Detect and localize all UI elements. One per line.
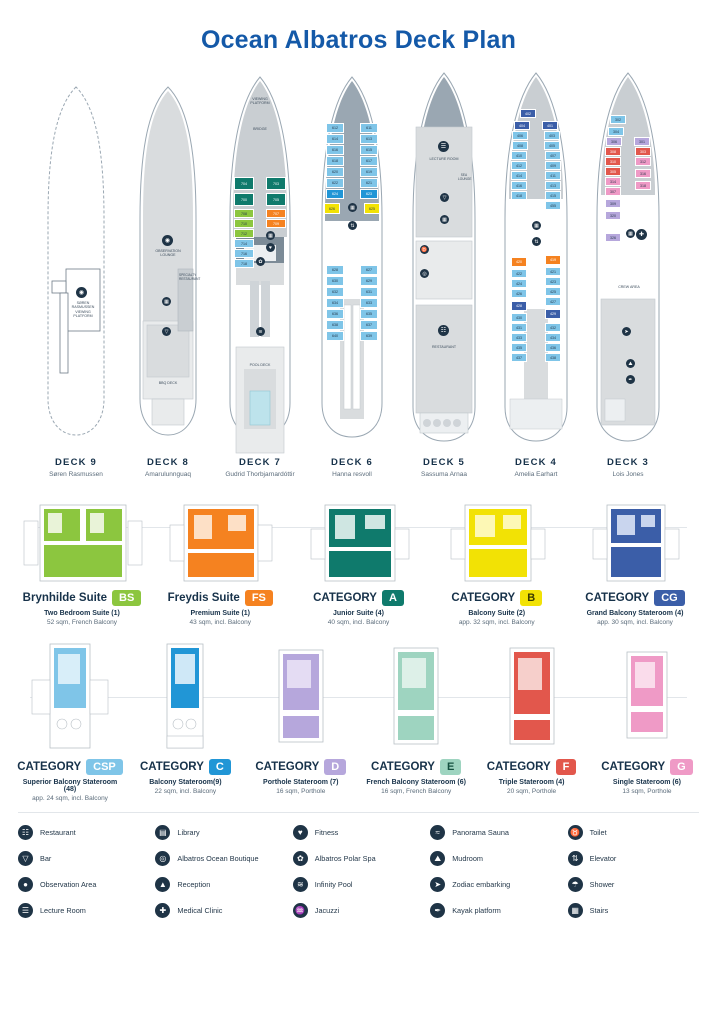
category-floorplan: [480, 640, 584, 752]
category-card-d[interactable]: [249, 640, 353, 802]
shower-icon: ☂: [568, 877, 583, 892]
category-description: French Balcony Stateroom (6): [366, 779, 466, 786]
cabin-630[interactable]: 630: [326, 276, 344, 286]
category-floorplan: [595, 640, 699, 752]
library-icon: ▤: [155, 825, 170, 840]
category-floorplan: [249, 640, 353, 752]
category-description: Superior Balcony Stateroom (48): [22, 779, 118, 793]
cabin-629[interactable]: 629: [360, 276, 378, 286]
deck-3-number: DECK 3: [606, 457, 650, 468]
deck-7-room-label-0: VIEWING PLATFORM: [250, 97, 270, 106]
category-name: CATEGORY: [313, 592, 377, 604]
category-note: app. 32 sqm, incl. Balcony: [458, 619, 535, 626]
deck-3[interactable]: [582, 69, 674, 489]
cabin-433[interactable]: 434: [545, 333, 561, 342]
deck-4-name: Amelia Earhart: [514, 471, 558, 478]
category-note: 16 sqm, French Balcony: [381, 788, 452, 795]
deck-3-outline: [582, 69, 674, 454]
cabin-307[interactable]: 316: [635, 169, 651, 178]
category-floorplan: [18, 503, 146, 583]
albatros-polar-spa-icon: ✿: [256, 257, 265, 266]
cabin-304[interactable]: 304: [608, 127, 624, 136]
category-card-e[interactable]: [364, 640, 468, 802]
cabin-301[interactable]: 301: [634, 137, 650, 146]
cabin-637[interactable]: 637: [360, 320, 378, 330]
cabin-614[interactable]: 614: [326, 134, 344, 144]
category-name: CATEGORY: [486, 761, 551, 773]
cabin-404[interactable]: 404: [514, 121, 530, 130]
legend-label: Panorama Sauna: [452, 828, 509, 837]
category-floorplan: [364, 640, 468, 752]
infinity-pool-icon: ≋: [256, 327, 265, 336]
legend-item-albatros-ocean-boutique: [155, 851, 286, 866]
category-tag: FS: [245, 590, 273, 606]
category-card-cg[interactable]: [571, 503, 699, 626]
legend-item-reception: [155, 877, 286, 892]
legend-label: Jacuzzi: [314, 906, 340, 915]
deck-6-name: Hanna resvoll: [332, 471, 372, 478]
category-description: Two Bedroom Suite (1): [44, 610, 120, 617]
deck-4-number: DECK 4: [514, 457, 558, 468]
legend-item-fitness: [293, 825, 424, 840]
deck-6-outline: [306, 69, 398, 454]
category-description: Grand Balcony Stateroom (4): [586, 610, 684, 617]
category-card-brynhilde-suite[interactable]: [18, 503, 146, 626]
reception-icon: ▲: [155, 877, 170, 892]
legend-label: Shower: [589, 880, 615, 889]
cabin-421[interactable]: 421: [545, 267, 561, 276]
cabin-612[interactable]: 612: [326, 123, 344, 133]
deck-9-name: Søren Rasmussen: [49, 471, 103, 478]
cabin-310[interactable]: 310: [605, 157, 621, 166]
cabin-413[interactable]: 413: [545, 181, 561, 190]
category-note: 16 sqm, Porthole: [276, 788, 326, 795]
stairs-icon: ▦: [162, 297, 171, 306]
category-note: 52 sqm, French Balcony: [46, 619, 118, 626]
cabin-712[interactable]: 712: [234, 229, 254, 238]
cabin-613[interactable]: 613: [360, 134, 378, 144]
deck-4-outline: [490, 69, 582, 454]
category-note: 13 sqm, Porthole: [622, 788, 672, 795]
cabin-638[interactable]: 638: [326, 320, 344, 330]
jacuzzi-icon: ♒: [293, 903, 308, 918]
legend-label: Lecture Room: [40, 906, 86, 915]
category-name: Brynhilde Suite: [22, 592, 108, 604]
stairs-icon: ▦: [440, 215, 449, 224]
cabin-625[interactable]: 625: [364, 203, 380, 214]
cabin-426[interactable]: 426: [511, 289, 527, 298]
deck-7-number: DECK 7: [238, 457, 282, 468]
cabin-633[interactable]: 633: [360, 298, 378, 308]
cabin-437[interactable]: 438: [545, 353, 561, 362]
kayak-platform-icon: ✒: [430, 903, 445, 918]
cabin-424[interactable]: 424: [511, 279, 527, 288]
cabin-639[interactable]: 639: [360, 331, 378, 341]
category-name: CATEGORY: [17, 761, 82, 773]
deck-3-room-label: CREW AREA: [618, 285, 640, 289]
legend-label: Bar: [40, 854, 52, 863]
cabin-436[interactable]: 435: [511, 343, 527, 352]
lecture-room-icon: ☰: [18, 903, 33, 918]
category-name: CATEGORY: [371, 761, 435, 773]
cabin-455[interactable]: 455: [545, 201, 561, 210]
category-card-f[interactable]: [480, 640, 584, 802]
cabin-620[interactable]: 620: [326, 167, 344, 177]
legend-label: Library: [177, 828, 200, 837]
category-tag: CSP: [86, 759, 123, 775]
category-tag: C: [209, 759, 231, 775]
legend-item-medical-clinic: [155, 903, 286, 918]
cabin-622[interactable]: 622: [326, 178, 344, 188]
bar-icon: ▽: [440, 193, 449, 202]
category-description: Single Stateroom (6): [612, 779, 681, 786]
deck-4[interactable]: [490, 69, 582, 489]
deck-8-number: DECK 8: [146, 457, 190, 468]
albatros-polar-spa-icon: ✿: [293, 851, 308, 866]
category-name: CATEGORY: [139, 761, 204, 773]
panorama-sauna-icon: ≈: [430, 825, 445, 840]
category-note: 40 sqm, incl. Balcony: [327, 619, 390, 626]
elevator-icon: ⇅: [348, 221, 357, 230]
bar-icon: ▽: [18, 851, 33, 866]
stairs-icon: ▦: [348, 203, 357, 212]
legend-item-infinity-pool: [293, 877, 424, 892]
cabin-635[interactable]: 635: [360, 309, 378, 319]
category-name: Freydis Suite: [167, 592, 240, 604]
cabin-305[interactable]: 312: [635, 157, 651, 166]
deck-7-name: Gudrid Thorbjarnardóttir: [225, 471, 295, 478]
category-description: Junior Suite (4): [333, 610, 384, 617]
category-card-freydis-suite[interactable]: [156, 503, 284, 626]
category-description: Premium Suite (1): [190, 610, 250, 617]
category-note: app. 24 sqm, incl. Balcony: [32, 795, 108, 802]
cabin-420[interactable]: 420: [511, 257, 527, 267]
albatros-ocean-boutique-icon: ◎: [420, 269, 429, 278]
legend-label: Elevator: [589, 854, 617, 863]
cabin-617[interactable]: 617: [360, 156, 378, 166]
cabin-705[interactable]: 705: [266, 193, 286, 206]
deck-9-room-label: SØREN RASMUSSEN VIEWING PLATFORM: [71, 301, 95, 319]
deck-7-caption: [214, 457, 306, 478]
category-description: Porthole Stateroom (7): [263, 779, 339, 786]
category-floorplan: [133, 640, 237, 752]
legend-item-library: [155, 825, 286, 840]
cabin-628[interactable]: 628: [326, 265, 344, 275]
deck-7[interactable]: [214, 69, 306, 489]
deck-5-room-label-2: RESTAURANT: [431, 345, 457, 349]
cabin-434[interactable]: 433: [511, 333, 527, 342]
deck-8-room-label-2: BBQ DECK: [158, 381, 178, 385]
category-tag: D: [324, 759, 346, 775]
category-tag: G: [670, 759, 693, 775]
cabin-615[interactable]: 615: [360, 145, 378, 155]
category-floorplan: [156, 503, 284, 583]
category-description: Balcony Suite (2): [468, 610, 526, 617]
deck-9-number: DECK 9: [54, 457, 98, 468]
cabin-401[interactable]: 401: [542, 121, 558, 130]
category-tag: E: [440, 759, 461, 775]
deck-4-caption: [490, 457, 582, 478]
deck-5-outline: [398, 69, 490, 454]
cabin-435[interactable]: 436: [545, 343, 561, 352]
deck-8-room-label-0: OBSERVATION LOUNGE: [155, 249, 181, 258]
legend-item-jacuzzi: [293, 903, 424, 918]
cabin-704[interactable]: 704: [234, 177, 254, 190]
medical-clinic-icon: ✚: [155, 903, 170, 918]
cabin-627[interactable]: 627: [360, 265, 378, 275]
legend-label: Zodiac embarking: [452, 880, 511, 889]
cabin-416[interactable]: 416: [511, 181, 527, 190]
category-description: Balcony Stateroom(9): [149, 779, 222, 786]
restaurant-icon: ☷: [438, 325, 449, 336]
divider-2: [30, 697, 687, 698]
cabin-616[interactable]: 616: [326, 145, 344, 155]
deck-6-caption: [306, 457, 398, 478]
cabin-714[interactable]: 714: [234, 239, 254, 248]
legend: [18, 812, 699, 918]
cabin-318[interactable]: 309: [605, 199, 621, 208]
legend-item-elevator: [568, 851, 699, 866]
deck-9-caption: [30, 457, 122, 478]
deck-9-outline: [30, 69, 122, 454]
legend-item-kayak-platform: [430, 903, 561, 918]
category-floorplan: [295, 503, 423, 583]
lecture-room-icon: ☰: [438, 141, 449, 152]
cabin-306[interactable]: 306: [606, 137, 622, 146]
kayak-platform-icon: ✒: [626, 375, 635, 384]
zodiac-embarking-icon: ➤: [622, 327, 631, 336]
cabin-312[interactable]: 305: [605, 167, 621, 176]
legend-item-panorama-sauna: [430, 825, 561, 840]
deck-6[interactable]: [306, 69, 398, 489]
category-tag: A: [382, 590, 404, 606]
legend-item-toilet: [568, 825, 699, 840]
stairs-icon: ▦: [266, 231, 275, 240]
category-note: 22 sqm, incl. Balcony: [154, 788, 217, 795]
cabin-619[interactable]: 619: [360, 167, 378, 177]
cabin-302[interactable]: 302: [610, 115, 626, 124]
cabin-314[interactable]: 314: [605, 177, 621, 186]
cabin-414[interactable]: 414: [511, 171, 527, 180]
cabin-621[interactable]: 621: [360, 178, 378, 188]
legend-label: Infinity Pool: [314, 880, 353, 889]
cabin-412[interactable]: 412: [511, 161, 527, 170]
deck-7-room-label-2: POOL DECK: [249, 363, 271, 367]
cabin-423[interactable]: 423: [545, 277, 561, 286]
stairs-icon: ▦: [532, 221, 541, 230]
cabin-626[interactable]: 626: [324, 203, 340, 214]
cabin-categories-row-1: [0, 503, 717, 626]
cabin-410[interactable]: 410: [511, 151, 527, 160]
category-floorplan: [571, 503, 699, 583]
deck-8-caption: [122, 457, 214, 478]
cabin-309[interactable]: 318: [635, 181, 651, 190]
mudroom-icon: ⛰: [430, 851, 445, 866]
legend-item-zodiac-embarking: [430, 877, 561, 892]
legend-item-mudroom: [430, 851, 561, 866]
legend-label: Observation Area: [40, 880, 97, 889]
observation-area-icon: ◉: [76, 287, 87, 298]
cabin-428[interactable]: 428: [511, 301, 527, 311]
category-floorplan: [433, 503, 561, 583]
legend-label: Reception: [177, 880, 211, 889]
category-card-c[interactable]: [133, 640, 237, 802]
cabin-710[interactable]: 710: [234, 219, 254, 228]
cabin-430[interactable]: 430: [511, 313, 527, 322]
deck-8-outline: [122, 69, 214, 454]
category-tag: CG: [654, 590, 685, 606]
deck-7-room-label-1: BRIDGE: [253, 127, 267, 131]
elevator-icon: ⇅: [532, 237, 541, 246]
deck-9[interactable]: [30, 69, 122, 489]
deck-8[interactable]: [122, 69, 214, 489]
cabin-316[interactable]: 307: [605, 187, 621, 196]
cabin-422[interactable]: 422: [511, 269, 527, 278]
legend-label: Albatros Ocean Boutique: [177, 854, 259, 863]
cabin-634[interactable]: 634: [326, 298, 344, 308]
legend-item-lecture-room: [18, 903, 149, 918]
deck-5-room-label-0: LECTURE ROOM: [429, 157, 459, 161]
legend-label: Toilet: [589, 828, 607, 837]
elevator-icon: ⇅: [568, 851, 583, 866]
category-card-g[interactable]: [595, 640, 699, 802]
cabin-303[interactable]: 303: [635, 147, 651, 156]
legend-item-restaurant: [18, 825, 149, 840]
deck-6-number: DECK 6: [330, 457, 374, 468]
cabin-611[interactable]: 611: [360, 123, 378, 133]
legend-item-albatros-polar-spa: [293, 851, 424, 866]
restaurant-icon: ☷: [18, 825, 33, 840]
deck-8-room-label-1: SPECIALTY RESTAURANT: [179, 273, 201, 281]
cabin-429[interactable]: 429: [545, 309, 561, 319]
deck-8-name: Amarulunnguaq: [145, 471, 191, 478]
category-floorplan: [18, 640, 122, 752]
cabin-624[interactable]: 624: [326, 189, 344, 199]
category-card-csp[interactable]: [18, 640, 122, 802]
cabin-708[interactable]: 708: [234, 209, 254, 218]
cabin-431[interactable]: 432: [545, 323, 561, 332]
deck-5-name: Sassuma Arnaa: [421, 471, 467, 478]
cabin-409[interactable]: 409: [545, 161, 561, 170]
deck-5[interactable]: [398, 69, 490, 489]
cabin-402[interactable]: 402: [520, 109, 536, 118]
cabin-718[interactable]: 718: [234, 259, 254, 268]
legend-item-stairs: [568, 903, 699, 918]
legend-item-shower: [568, 877, 699, 892]
cabin-703[interactable]: 703: [266, 177, 286, 190]
category-name: CATEGORY: [585, 592, 650, 604]
cabin-408[interactable]: 408: [512, 141, 528, 150]
toilet-icon: ♉: [568, 825, 583, 840]
category-note: app. 30 sqm, incl. Balcony: [597, 619, 673, 626]
cabin-427[interactable]: 427: [545, 297, 561, 306]
infinity-pool-icon: ≋: [293, 877, 308, 892]
medical-clinic-icon: ✚: [636, 229, 647, 240]
category-card-b[interactable]: [433, 503, 561, 626]
cabin-432[interactable]: 431: [511, 323, 527, 332]
legend-item-bar: [18, 851, 149, 866]
legend-item-observation-area: [18, 877, 149, 892]
albatros-ocean-boutique-icon: ◎: [155, 851, 170, 866]
fitness-icon: ♥: [266, 243, 275, 252]
cabin-415[interactable]: 415: [545, 191, 561, 200]
observation-area-icon: ◉: [162, 235, 173, 246]
deck-5-room-label-1: SEA LOUNGE: [458, 173, 472, 181]
deck-3-name: Lois Jones: [612, 471, 644, 478]
category-tag: B: [520, 590, 542, 606]
mudroom-icon: ⛰: [626, 359, 635, 368]
legend-label: Fitness: [314, 828, 339, 837]
toilet-icon: ♉: [421, 246, 428, 253]
observation-area-icon: ●: [18, 877, 33, 892]
legend-label: Stairs: [589, 906, 609, 915]
cabin-419[interactable]: 419: [545, 255, 561, 265]
cabin-308[interactable]: 308: [605, 147, 621, 156]
cabin-700[interactable]: 700: [234, 193, 254, 206]
deck-5-caption: [398, 457, 490, 478]
category-name: CATEGORY: [255, 761, 320, 773]
cabin-406[interactable]: 406: [512, 131, 528, 140]
cabin-438[interactable]: 437: [511, 353, 527, 362]
category-note: 20 sqm, Porthole: [506, 788, 557, 795]
deck-3-caption: [582, 457, 674, 478]
category-tag: F: [556, 759, 577, 775]
cabin-707[interactable]: 707: [266, 209, 286, 218]
cabin-640[interactable]: 640: [326, 331, 344, 341]
cabin-618[interactable]: 618: [326, 156, 344, 166]
stairs-icon: ▦: [626, 229, 635, 238]
cabin-categories-row-2: [0, 640, 717, 802]
cabin-425[interactable]: 425: [545, 287, 561, 296]
deck-5-number: DECK 5: [422, 457, 466, 468]
cabin-632[interactable]: 632: [326, 287, 344, 297]
cabin-636[interactable]: 636: [326, 309, 344, 319]
legend-label: Restaurant: [40, 828, 76, 837]
cabin-411[interactable]: 411: [545, 171, 561, 180]
cabin-405[interactable]: 405: [544, 141, 560, 150]
fitness-icon: ♥: [293, 825, 308, 840]
page-title: Ocean Albatros Deck Plan: [200, 26, 517, 54]
cabin-716[interactable]: 716: [234, 249, 254, 258]
category-description: Triple Stateroom (4): [498, 779, 565, 786]
category-name: CATEGORY: [601, 761, 666, 773]
category-card-a[interactable]: [295, 503, 423, 626]
category-tag: BS: [112, 590, 141, 606]
zodiac-embarking-icon: ➤: [430, 877, 445, 892]
stairs-icon: ▦: [568, 903, 583, 918]
cabin-403[interactable]: 403: [544, 131, 560, 140]
legend-label: Mudroom: [452, 854, 484, 863]
cabin-320[interactable]: 320: [605, 211, 621, 220]
cabin-623[interactable]: 623: [360, 189, 378, 199]
category-note: 43 sqm, incl. Balcony: [189, 619, 251, 626]
category-name: CATEGORY: [451, 592, 516, 604]
bar-icon: ▽: [162, 327, 171, 336]
cabin-631[interactable]: 631: [360, 287, 378, 297]
cabin-407[interactable]: 407: [545, 151, 561, 160]
legend-label: Medical Clinic: [177, 906, 223, 915]
deck-plans: [0, 69, 717, 489]
cabin-418[interactable]: 418: [511, 191, 527, 200]
cabin-709[interactable]: 709: [266, 219, 286, 228]
cabin-326[interactable]: 326: [605, 233, 621, 242]
legend-label: Albatros Polar Spa: [314, 854, 376, 863]
legend-label: Kayak platform: [452, 906, 501, 915]
